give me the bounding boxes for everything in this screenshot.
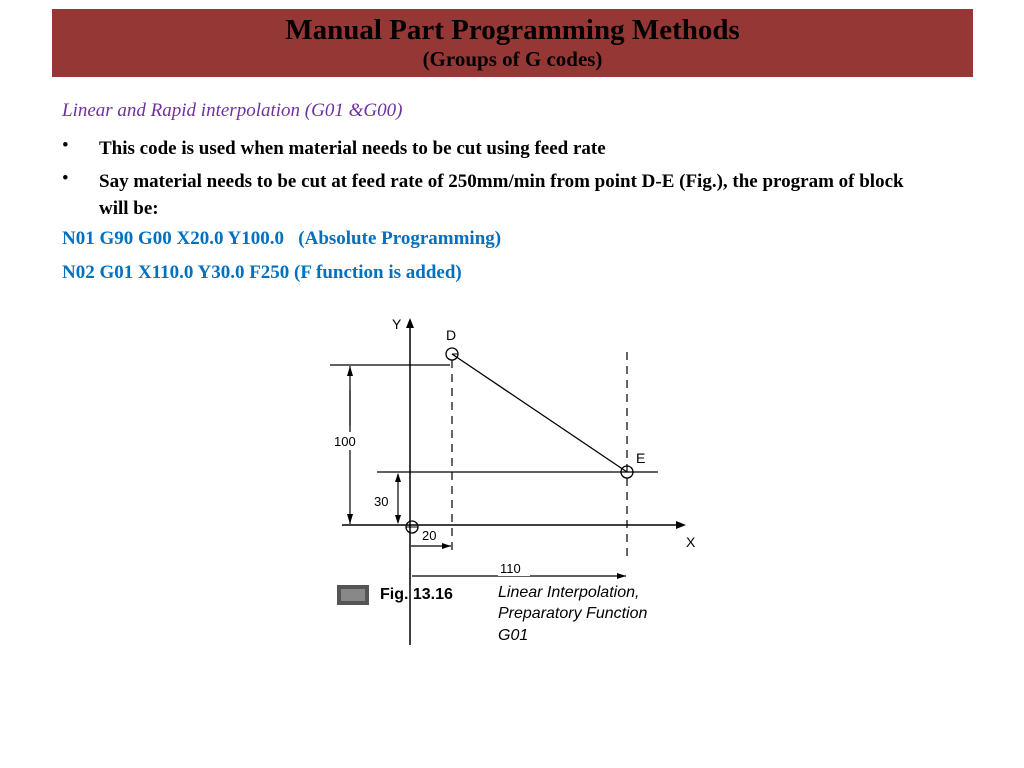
dim-110-label: 110 [500, 561, 521, 576]
dim-30-label: 30 [374, 494, 389, 509]
figure-linear-interpolation [322, 300, 712, 655]
caption-line-1: Linear Interpolation, [498, 584, 640, 601]
bullet-marker: • [62, 135, 69, 156]
dim-100-arrow-bottom [347, 514, 353, 524]
bullet-marker: • [62, 168, 69, 189]
caption-line-2: Preparatory Function [498, 605, 648, 622]
section-heading: Linear and Rapid interpolation (G01 &G00) [62, 100, 403, 121]
code-line: N02 G01 X110.0 Y30.0 F250 (F function is added) [62, 262, 462, 283]
dim-30-arrow-top [395, 473, 401, 482]
figure-diagram [322, 300, 712, 655]
page-title: Manual Part Programming Methods [285, 14, 740, 46]
caption-line-3: G01 [498, 627, 529, 644]
y-axis-arrow [406, 318, 414, 328]
x-axis-label: X [686, 534, 696, 550]
caption-badge-inner [341, 589, 365, 601]
title-bar [52, 9, 973, 77]
caption-number: Fig. 13.16 [380, 586, 453, 603]
x-axis-arrow [676, 521, 686, 529]
page-subtitle: (Groups of G codes) [422, 47, 603, 71]
dim-30-arrow-bottom [395, 515, 401, 524]
dim-20-arrow [442, 543, 451, 549]
bullet-text: Say material needs to be cut at feed rate of 250mm/min from point D-E (Fig.), the program of block will be: [99, 171, 904, 219]
bullet-text: This code is used when material needs to be cut using feed rate [99, 138, 606, 159]
code-line: N01 G90 G00 X20.0 Y100.0 (Absolute Programming) [62, 228, 502, 249]
dim-110-arrow [617, 573, 626, 579]
point-e-label: E [636, 450, 646, 466]
toolpath-line [452, 354, 627, 472]
dim-20-label: 20 [422, 528, 437, 543]
point-d-label: D [446, 327, 457, 343]
y-axis-label: Y [392, 316, 402, 332]
dim-100-label: 100 [334, 434, 356, 449]
